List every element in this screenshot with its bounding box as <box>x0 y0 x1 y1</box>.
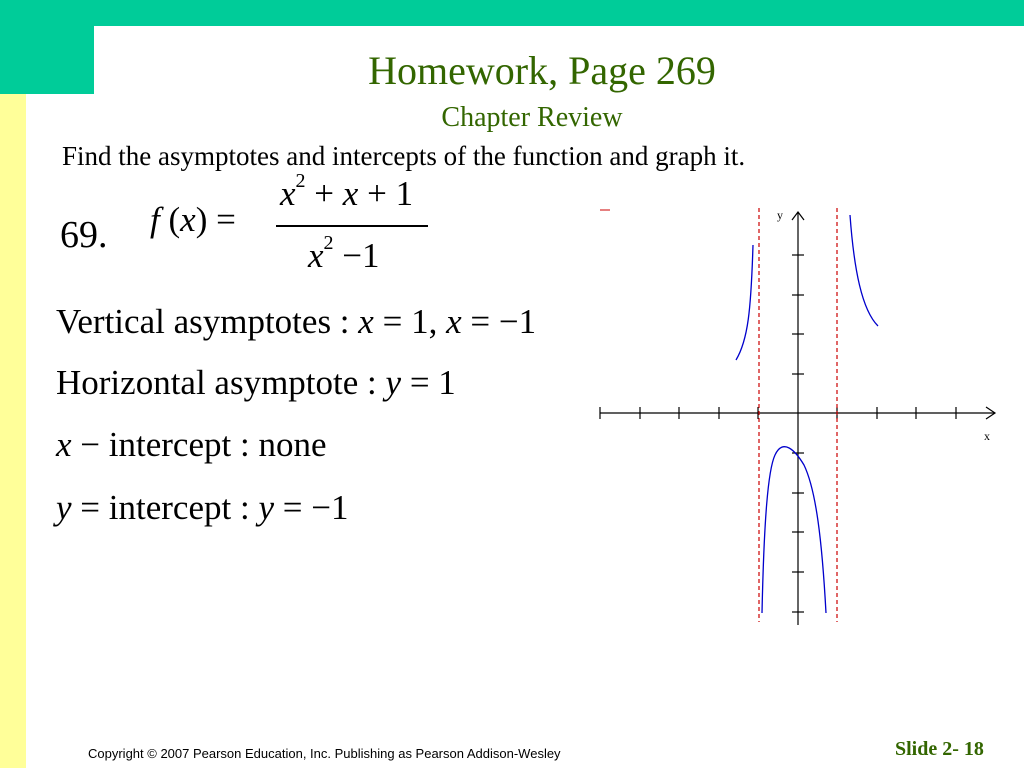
function-graph <box>590 200 1010 630</box>
slide-subtitle: Chapter Review <box>441 102 623 133</box>
problem-number: 69. <box>60 214 108 256</box>
curve-left-branch <box>736 245 753 360</box>
function-numerator: $x^2 + x + 1$ <box>280 170 414 213</box>
copyright-footer: Copyright © 2007 Pearson Education, Inc. Publishing as Pearson Addison-Wesley <box>88 746 561 761</box>
y-axis-label: y <box>777 208 783 222</box>
slide-number: Slide 2- 18 <box>895 738 984 760</box>
answer-y-intercept: y = intercept : y = −1 <box>56 488 349 527</box>
x-axis-label: x <box>984 429 990 443</box>
answer-horizontal-asymptote: Horizontal asymptote : y = 1 <box>56 363 456 402</box>
curve-right-branch <box>850 215 878 326</box>
slide-title: Homework, Page 269 <box>368 48 716 93</box>
function-lhs: f (x) = <box>150 200 236 239</box>
function-denominator: $x^2 -1$ <box>308 232 380 275</box>
top-accent-bar <box>0 0 1024 26</box>
problem-instruction: Find the asymptotes and intercepts of the function and graph it. <box>62 141 746 171</box>
answer-vertical-asymptotes: Vertical asymptotes : x = 1, x = −1 <box>56 302 537 341</box>
fraction-bar <box>276 225 428 227</box>
curve-middle-branch <box>762 447 826 613</box>
answer-x-intercept: x − intercept : none <box>56 425 327 464</box>
